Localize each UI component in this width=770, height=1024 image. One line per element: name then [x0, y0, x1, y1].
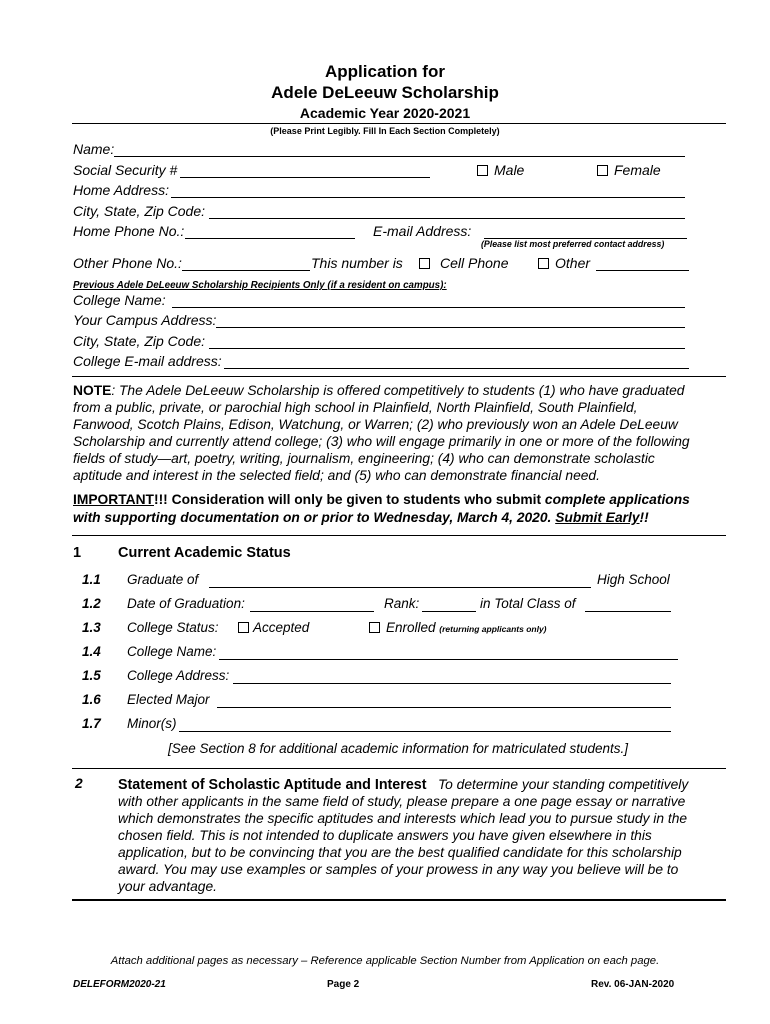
header-divider	[72, 123, 726, 124]
name-label: Name:	[73, 141, 115, 157]
accepted-option[interactable]: Accepted	[238, 620, 309, 635]
section-2-line-1: Statement of Scholastic Aptitude and Interest To determine your standing competitively	[118, 777, 689, 793]
minors-field[interactable]	[179, 717, 671, 732]
email-label: E-mail Address:	[373, 223, 472, 239]
title-line-2: Adele DeLeeuw Scholarship	[271, 83, 499, 102]
section-2-line-4: chosen field. This is not intended to duplicate answers you have given elsewhere in this	[118, 828, 652, 843]
male-option[interactable]: Male	[477, 162, 524, 178]
email-field[interactable]	[484, 224, 687, 239]
title-line-3: Academic Year 2020-2021	[299, 105, 471, 121]
page-number: Page 2	[327, 979, 360, 990]
campus-address-field[interactable]	[216, 313, 685, 328]
note-line-5: fields of study—art, poetry, writing, journalism, engineering; (4) who can demonstrate scholastic	[73, 451, 655, 466]
section-2-line-2: with other applicants in the same field of study, please prepare a one page essay or narrative	[118, 794, 686, 809]
accepted-checkbox[interactable]	[238, 622, 249, 633]
rank-field[interactable]	[422, 597, 476, 612]
important-line-1: IMPORTANT!!! Consideration will only be given to students who submit complete applications	[73, 492, 690, 507]
home-phone-label: Home Phone No.:	[73, 223, 185, 239]
city-label: City, State, Zip Code:	[73, 203, 206, 219]
item-1-6-number: 1.6	[82, 692, 101, 707]
high-school-label: High School	[597, 572, 670, 587]
home-address-label: Home Address:	[73, 182, 169, 198]
college-name-1-4-field[interactable]	[219, 645, 678, 660]
enrolled-checkbox[interactable]	[369, 622, 380, 633]
college-address-field[interactable]	[233, 669, 671, 684]
college-name-label: College Name:	[73, 292, 166, 308]
form-number: DELEFORM2020-21	[73, 979, 166, 990]
section-divider-1	[72, 376, 726, 377]
other-phone-label: Other Phone No.:	[73, 255, 182, 271]
name-field[interactable]	[114, 142, 685, 157]
college-email-label: College E-mail address:	[73, 353, 222, 369]
section-2-line-7: your advantage.	[118, 879, 217, 894]
section-divider-3	[72, 768, 726, 769]
print-instruction: (Please Print Legibly. Fill In Each Section Completely)	[270, 126, 500, 136]
minors-label: Minor(s)	[127, 716, 177, 731]
section-2-line-6: award. You may use examples or samples of your prowess in any way you believe will be to	[118, 862, 679, 877]
section-2-line-5: application, but to be convincing that you are the best qualified candidate for this scholarship	[118, 845, 682, 860]
elected-major-field[interactable]	[217, 693, 671, 708]
female-option[interactable]: Female	[597, 162, 661, 178]
section-1-number: 1	[73, 545, 82, 561]
this-number-label: This number is	[311, 255, 403, 271]
section-8-note: [See Section 8 for additional academic information for matriculated students.]	[168, 741, 628, 756]
college-status-label: College Status:	[127, 620, 219, 635]
email-note: (Please list most preferred contact address)	[481, 239, 665, 249]
section-divider-2	[72, 535, 726, 536]
important-line-2: with supporting documentation on or prior to Wednesday, March 4, 2020. Submit Early!!	[73, 510, 649, 525]
item-1-3-number: 1.3	[82, 620, 101, 635]
college-name-1-4-label: College Name:	[127, 644, 217, 659]
item-1-2-number: 1.2	[82, 596, 101, 611]
ssn-label: Social Security #	[73, 162, 178, 178]
note-line-3: Fanwood, Scotch Plains, Edison, Watchung, or Warren; (2) who previously won an Adele DeLeeuw	[73, 417, 678, 432]
cell-phone-option[interactable]: Cell Phone	[419, 255, 509, 271]
college-address-label: College Address:	[127, 668, 230, 683]
item-1-7-number: 1.7	[82, 716, 101, 731]
cell-phone-checkbox[interactable]	[419, 258, 430, 269]
campus-address-label: Your Campus Address:	[73, 312, 217, 328]
total-class-label: in Total Class of	[480, 596, 576, 611]
other-field[interactable]	[596, 256, 689, 271]
section-2-title: Statement of Scholastic Aptitude and Interest	[118, 777, 427, 793]
item-1-5-number: 1.5	[82, 668, 101, 683]
note-line-1: NOTE: The Adele DeLeeuw Scholarship is offered competitively to students (1) who have graduated	[73, 383, 685, 398]
graduate-of-label: Graduate of	[127, 572, 199, 587]
ssn-field[interactable]	[180, 163, 430, 178]
home-phone-field[interactable]	[185, 224, 355, 239]
attach-note: Attach additional pages as necessary – Reference applicable Section Number from Application on each page.	[110, 955, 660, 967]
other-option[interactable]: Other	[538, 255, 590, 271]
item-1-4-number: 1.4	[82, 644, 101, 659]
college-email-field[interactable]	[224, 354, 689, 369]
section-2-line-3: which demonstrates the specific aptitudes and interests which lead you to pursue study in the	[118, 811, 688, 826]
other-checkbox[interactable]	[538, 258, 549, 269]
campus-heading: Previous Adele DeLeeuw Scholarship Recipients Only (if a resident on campus):	[73, 280, 447, 291]
campus-city-field[interactable]	[209, 334, 685, 349]
section-divider-4	[72, 899, 726, 901]
other-phone-field[interactable]	[182, 256, 310, 271]
enrolled-option[interactable]: Enrolled (returning applicants only)	[369, 620, 547, 635]
item-1-1-number: 1.1	[82, 572, 101, 587]
home-address-field[interactable]	[171, 183, 685, 198]
revision-date: Rev. 06-JAN-2020	[591, 979, 675, 990]
note-line-6: aptitude and interest in the selected field; and (5) who can demonstrate financial need.	[73, 468, 600, 483]
male-checkbox[interactable]	[477, 165, 488, 176]
section-2-number: 2	[75, 776, 83, 791]
campus-city-label: City, State, Zip Code:	[73, 333, 206, 349]
elected-major-label: Elected Major	[127, 692, 210, 707]
female-checkbox[interactable]	[597, 165, 608, 176]
title-line-1: Application for	[325, 62, 445, 81]
graduate-of-field[interactable]	[209, 573, 591, 588]
college-name-field[interactable]	[172, 293, 685, 308]
note-line-4: Scholarship and currently attend college; (3) who will engage primarily in one or more of the following	[73, 434, 690, 449]
graduation-date-field[interactable]	[250, 597, 374, 612]
rank-label: Rank:	[384, 596, 420, 611]
city-field[interactable]	[209, 204, 685, 219]
total-class-field[interactable]	[585, 597, 671, 612]
section-1-title: Current Academic Status	[118, 545, 291, 561]
graduation-date-label: Date of Graduation:	[127, 596, 245, 611]
note-line-2: from a public, private, or parochial high school in Plainfield, North Plainfield, South Plainfield,	[73, 400, 638, 415]
